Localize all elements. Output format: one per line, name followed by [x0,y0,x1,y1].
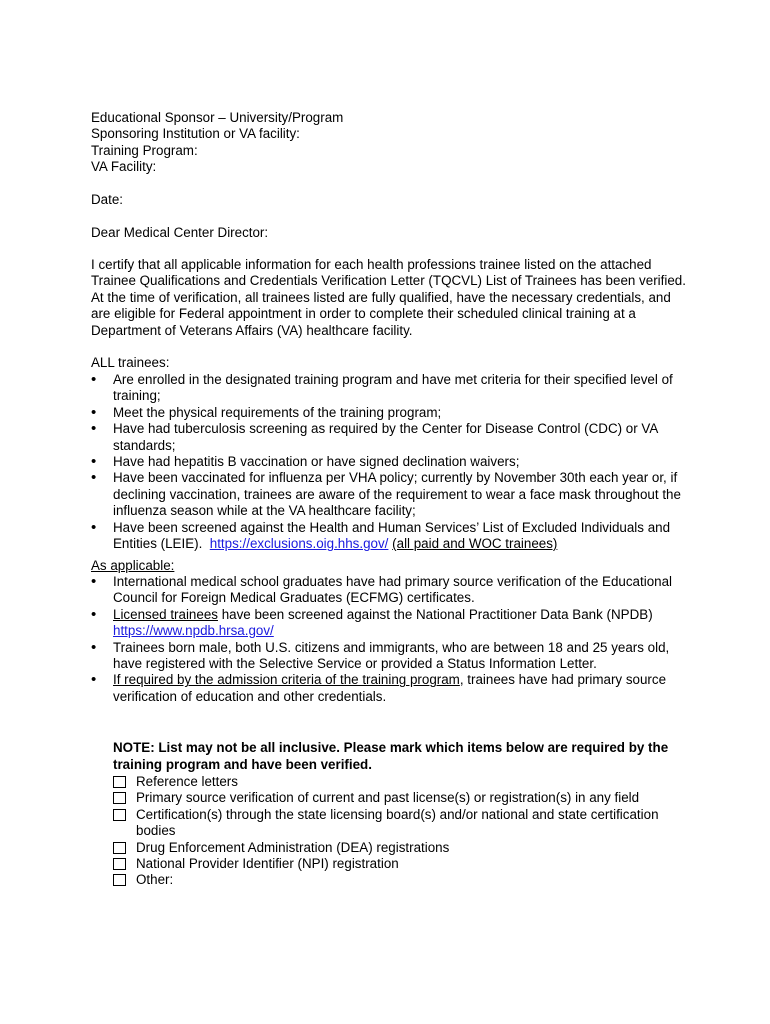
npdb-text: have been screened against the National Practitioner Data Bank (NPDB) [217,606,653,622]
checkbox[interactable] [113,776,126,788]
date-label: Date: [91,192,124,207]
all-trainees-heading: ALL trainees: [91,355,170,370]
checkbox[interactable] [113,792,126,804]
list-item-leie [91,520,691,553]
checklist-item [113,872,693,888]
list-item: • Have been vaccinated for influenza per VHA policy; currently by November 30th each year or, if declining vaccination, trainees are aware of the requirement to wear a face mask throughout the influenza season while at the VA healthcare facility; [91,470,691,519]
admission-text: , trainees have had primary source verification of education and other credentials. [113,672,667,704]
checklist-item [113,774,693,790]
list-item-admission [91,672,691,705]
checkbox[interactable] [113,809,126,821]
leie-link[interactable]: https://exclusions.oig.hhs.gov/ [209,536,389,552]
admission-criteria-text: If required by the admission criteria of the training program [113,672,460,688]
list-item-npdb [91,607,691,640]
institution-line: Sponsoring Institution or VA facility: [91,126,300,142]
checklist-item [113,840,693,856]
leie-note: (all paid and WOC trainees) [392,536,558,552]
list-item: • Meet the physical requirements of the training program; [91,405,691,421]
leie-text: Have been screened against the Health and Human Services’ List of Excluded Individuals and Entities (LEIE). [113,519,671,552]
note-text: NOTE: List may not be all inclusive. Please mark which items below are required by the training program and have been verified. [113,740,669,772]
checkbox[interactable] [113,874,126,886]
checklist-item [113,807,693,840]
checkbox[interactable] [113,842,126,854]
sponsor-line: Educational Sponsor – University/Program [91,110,344,125]
program-line: Training Program: [91,142,198,158]
npdb-link[interactable]: https://www.npdb.hrsa.gov/ [113,623,274,639]
salutation: Dear Medical Center Director: [91,225,269,240]
certify-paragraph: I certify that all applicable information for each health professions trainee listed on the attached Trainee Qualifications and Credentials Verification Letter (TQCVL) List of Trainees has been verified. At the time of verification, all trainees listed are fully qualified, have the necessary credentials, and are eligible for Federal appointment in order to complete their scheduled clinical training at a Department of Veterans Affairs (VA) healthcare facility. [91,257,686,338]
list-item: • International medical school graduates have had primary source verification of the Educational Council for Foreign Medical Graduates (ECFMG) certificates. [91,574,691,607]
as-applicable-heading: As applicable: [91,558,175,573]
list-item: • Trainees born male, both U.S. citizens and immigrants, who are between 18 and 25 years old, have registered with the Selective Service or provided a Status Information Letter. [91,640,691,673]
list-item: • Have had tuberculosis screening as required by the Center for Disease Control (CDC) or VA standards; [91,421,691,454]
checklist-label: Other: [136,872,174,888]
licensed-trainees-text: Licensed trainees [113,606,218,622]
verification-checklist [113,774,693,889]
checklist-label: Reference letters [136,774,238,789]
list-item: • Have had hepatitis B vaccination or have signed declination waivers; [91,454,691,470]
facility-line: VA Facility: [91,159,157,175]
all-trainees-list [91,372,691,552]
checklist-label: Primary source verification of current and past license(s) or registration(s) in any field [136,790,640,806]
checklist-label: Certification(s) through the state licensing board(s) and/or national and state certification bodies [136,806,659,839]
checklist-item [113,856,693,872]
checklist-item [113,790,693,806]
checkbox[interactable] [113,858,126,870]
checklist-label: Drug Enforcement Administration (DEA) registrations [136,839,450,855]
as-applicable-list [91,574,691,705]
checklist-label: National Provider Identifier (NPI) registration [136,856,399,872]
letter-header [91,110,343,176]
list-item: • Are enrolled in the designated training program and have met criteria for their specified level of training; [91,372,691,405]
